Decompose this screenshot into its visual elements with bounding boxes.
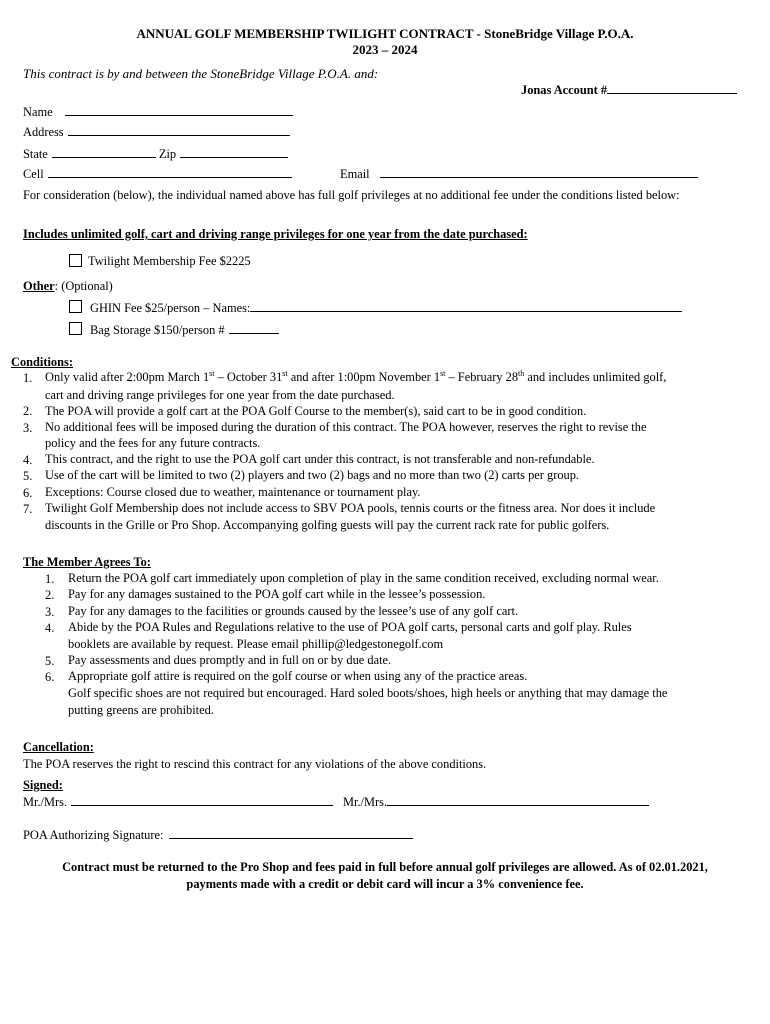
cell-line[interactable]	[48, 166, 292, 178]
condition-number: 3.	[23, 421, 33, 435]
condition-number: 4.	[23, 453, 33, 467]
member-item-5: Pay assessments and dues promptly and in full on or by due date.	[68, 653, 392, 667]
member-number: 3.	[45, 605, 55, 619]
twilight-fee-checkbox[interactable]	[69, 254, 82, 267]
jonas-account-field[interactable]	[521, 82, 737, 98]
conditions-heading: Conditions:	[11, 355, 73, 369]
ghin-fee-field[interactable]	[90, 300, 682, 316]
signature-line-2[interactable]	[387, 794, 649, 806]
bag-storage-line[interactable]	[229, 322, 279, 334]
condition-3-line2: policy and the fees for any future contracts.	[45, 436, 261, 450]
email-line[interactable]	[380, 166, 698, 178]
email-label: Email	[340, 167, 370, 181]
condition-7: Twilight Golf Membership does not include access to SBV POA pools, tennis courts or the fitness area. Nor does it include	[45, 501, 656, 515]
member-item-4-line2: booklets are available by request. Please email phillip@ledgestonegolf.com	[68, 637, 444, 651]
condition-number: 7.	[23, 502, 33, 516]
poa-signature[interactable]	[23, 827, 413, 843]
contract-years: 2023 – 2024	[352, 42, 418, 57]
condition-4: This contract, and the right to use the POA golf cart under this contract, is not transferable and non-refundable.	[45, 452, 595, 466]
address-label: Address	[23, 125, 64, 139]
bag-storage-checkbox[interactable]	[69, 322, 82, 335]
member-number: 5.	[45, 654, 55, 668]
other-label: Other	[23, 279, 55, 293]
condition-6: Exceptions: Course closed due to weather, maintenance or tournament play.	[45, 485, 421, 499]
bag-storage-field[interactable]	[90, 322, 279, 338]
member-item-6-line3: putting greens are prohibited.	[68, 703, 214, 717]
member-item-6-line2: Golf specific shoes are not required but encouraged. Hard soled boots/shoes, high heels or anything that may damage the	[68, 686, 668, 700]
state-label: State	[23, 147, 48, 161]
includes-heading: Includes unlimited golf, cart and driving range privileges for one year from the date purchased:	[23, 227, 528, 241]
member-agrees-heading: The Member Agrees To:	[23, 555, 151, 569]
member-item-6: Appropriate golf attire is required on the golf course or when using any of the practice areas.	[68, 669, 528, 683]
condition-number: 2.	[23, 404, 33, 418]
member-number: 6.	[45, 670, 55, 684]
poa-signature-line[interactable]	[169, 827, 413, 839]
mr-mrs-label-2: Mr./Mrs.	[343, 795, 388, 809]
intro-text: This contract is by and between the StoneBridge Village P.O.A. and:	[23, 66, 379, 81]
cancellation-heading: Cancellation:	[23, 740, 94, 754]
bag-storage-label: Bag Storage $150/person #	[90, 323, 225, 337]
twilight-fee-label: Twilight Membership Fee $2225	[88, 254, 251, 268]
signed-heading: Signed:	[23, 778, 63, 792]
zip-line[interactable]	[180, 146, 288, 158]
name-label: Name	[23, 105, 53, 119]
contract-title: ANNUAL GOLF MEMBERSHIP TWILIGHT CONTRACT - StoneBridge Village P.O.A.	[136, 26, 634, 41]
state-zip-field[interactable]	[23, 146, 288, 162]
condition-1-line2: cart and driving range privileges for one year from the date purchased.	[45, 388, 395, 402]
member-signature-2[interactable]	[343, 794, 649, 810]
name-line[interactable]	[65, 104, 293, 116]
condition-number: 6.	[23, 486, 33, 500]
cancellation-text: The POA reserves the right to rescind this contract for any violations of the above conditions.	[23, 757, 487, 771]
member-number: 2.	[45, 588, 55, 602]
email-field[interactable]	[340, 166, 698, 182]
zip-label: Zip	[158, 147, 177, 161]
footer-line-2: payments made with a credit or debit card will incur a 3% convenience fee.	[186, 877, 584, 891]
footer-line-1: Contract must be returned to the Pro Shop and fees paid in full before annual golf privileges are allowed. As of 02.01.2021,	[62, 860, 708, 874]
state-line[interactable]	[52, 146, 156, 158]
signature-line-1[interactable]	[71, 794, 333, 806]
cell-field[interactable]	[23, 166, 292, 182]
consideration-text: For consideration (below), the individual named above has full golf privileges at no additional fee under the conditions listed below:	[23, 188, 680, 202]
ghin-names-line[interactable]	[250, 300, 682, 312]
condition-5: Use of the cart will be limited to two (2) players and two (2) bags and no more than two (2) carts per group.	[45, 468, 580, 482]
name-field[interactable]	[23, 104, 293, 120]
address-field[interactable]	[23, 124, 290, 140]
other-note: : (Optional)	[54, 279, 113, 293]
member-item-4: Abide by the POA Rules and Regulations relative to the use of POA golf carts, personal carts and golf play. Rules	[68, 620, 632, 634]
member-number: 1.	[45, 572, 55, 586]
condition-number: 1.	[23, 371, 33, 385]
ghin-fee-label: GHIN Fee $25/person – Names:	[90, 301, 251, 315]
member-number: 4.	[45, 621, 55, 635]
cell-label: Cell	[23, 167, 44, 181]
condition-number: 5.	[23, 469, 33, 483]
member-item-2: Pay for any damages sustained to the POA golf cart while in the lessee’s possession.	[68, 587, 486, 601]
member-item-1: Return the POA golf cart immediately upon completion of play in the same condition received, excluding normal wear.	[68, 571, 659, 585]
member-item-3: Pay for any damages to the facilities or grounds caused by the lessee’s use of any golf cart.	[68, 604, 519, 618]
jonas-account-label: Jonas Account #	[521, 83, 608, 97]
condition-7-line2: discounts in the Grille or Pro Shop. Accompanying golfing guests will pay the current rack rate for public golfers.	[45, 518, 610, 532]
address-line[interactable]	[68, 124, 290, 136]
condition-3: No additional fees will be imposed during the duration of this contract. The POA however, reserves the right to revise the	[45, 420, 647, 434]
member-signature-1[interactable]	[23, 794, 333, 810]
condition-1: Only valid after 2:00pm March 1st – October 31st and after 1:00pm November 1st – February 28th and includes unlimited golf,	[45, 368, 667, 384]
ghin-fee-checkbox[interactable]	[69, 300, 82, 313]
condition-2: The POA will provide a golf cart at the POA Golf Course to the member(s), said cart to be in good condition.	[45, 404, 587, 418]
mr-mrs-label-1: Mr./Mrs.	[23, 795, 68, 809]
jonas-account-line[interactable]	[607, 82, 737, 94]
other-optional	[23, 279, 113, 294]
poa-signature-label: POA Authorizing Signature:	[23, 828, 164, 842]
